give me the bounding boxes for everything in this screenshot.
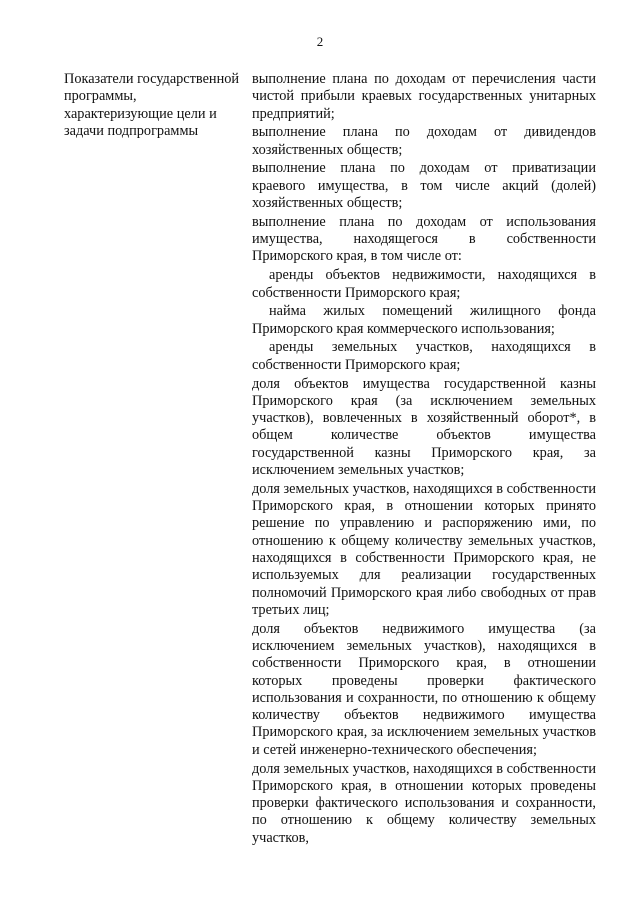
indicator-item: выполнение плана по доходам от дивидендов хозяйственных обществ; <box>252 124 596 158</box>
indicator-subitem: аренды земельных участков, находящихся в собственности Приморского края; <box>252 339 596 373</box>
indicator-item: доля объектов имущества государственной казны Приморского края (за исключением земельных участков), вовлеченных в хозяйственный оборот*, в общем количестве объектов имущества государственной казны Приморского края, за исключением земельных участков; <box>252 375 596 479</box>
indicator-item: доля земельных участков, находящихся в собственности Приморского края, в отношении которых проведены проверки фактического использования и сохранности, по отношению к общему количеству земельных участков, <box>252 760 596 846</box>
indicators-header: Показатели государственной программы, характеризующие цели и задачи подпрограммы <box>64 71 240 139</box>
indicator-item: выполнение плана по доходам от использования имущества, находящегося в собственности Приморского края, в том числе от: <box>252 213 596 265</box>
indicators-list <box>252 71 596 849</box>
indicator-item: выполнение плана по доходам от перечисления части чистой прибыли краевых государственных унитарных предприятий; <box>252 71 596 122</box>
indicator-item: выполнение плана по доходам от приватизации краевого имущества, в том числе акций (долей) хозяйственных обществ; <box>252 160 596 212</box>
indicator-item: доля земельных участков, находящихся в собственности Приморского края, в отношении которых принято решение по управлению и распоряжению ими, по отношению к общему количеству земельных участков, находящихся в собственности Приморского края, не используемых для реализации государственных полномочий Приморского края либо свободных от прав третьих лиц; <box>252 480 596 618</box>
indicator-subitem: аренды объектов недвижимости, находящихся в собственности Приморского края; <box>252 267 596 301</box>
indicator-item: доля объектов недвижимого имущества (за исключением земельных участков), находящихся в собственности Приморского края, в отношении которых проведены проверки фактического использования и сохранности, по отношению к общему количеству объектов недвижимого имущества Приморского края, за исключением земельных участков и сетей инженерно-технического обеспечения; <box>252 620 596 758</box>
page-number: 2 <box>316 34 324 49</box>
indicator-subitem: найма жилых помещений жилищного фонда Приморского края коммерческого использования; <box>252 303 596 337</box>
